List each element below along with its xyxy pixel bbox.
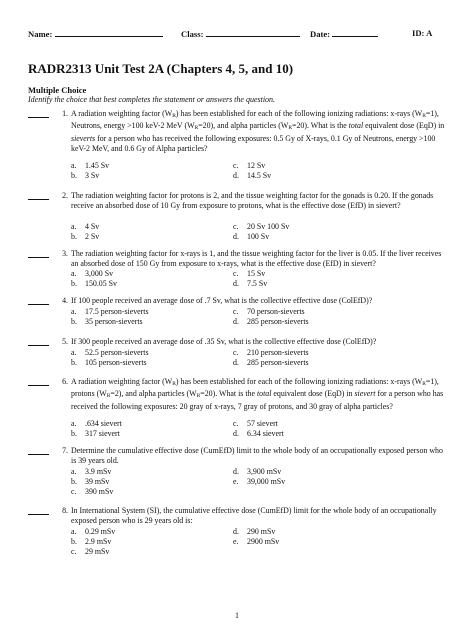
- question-stem: A radiation weighting factor $(W_R)$ has been established for each of the following ionizing radiations: x-rays $(W_R=1)$, protons $(W_R=2)$, and alpha particles $(W_R=20)$. What is the total equivalent dose (EqD) in sievert for a person who has received the following exposures: 20 gray of x-rays, 7 gray of protons, and 30 gray of alpha particles?: [71, 377, 444, 411]
- option-c[interactable]: c. 57 sievert: [233, 419, 278, 428]
- answer-blank-4[interactable]: [28, 304, 49, 305]
- option-b[interactable]: b. 150.05 Sv: [71, 279, 118, 288]
- option-a[interactable]: a. 1.45 Sv: [71, 161, 110, 170]
- option-e[interactable]: e. 39,000 mSv: [233, 477, 286, 486]
- option-d[interactable]: d. 3,900 mSv: [233, 467, 282, 476]
- option-a[interactable]: a. .634 sievert: [71, 419, 122, 428]
- option-b[interactable]: b. 2.9 mSv: [71, 537, 112, 546]
- test-title: RADR2313 Unit Test 2A (Chapters 4, 5, and 10): [28, 61, 294, 76]
- name-blank: [55, 28, 163, 37]
- question-stem: The radiation weighting factor for protons is 2, and the tissue weighting factor for the gonads is 0.20. If the gonads receive an absorbed dose of 10 Gy from exposure to protons, what is the effective dose (EfD) in sievert?: [71, 191, 434, 211]
- question-stem: Determine the cumulative effective dose (CumEfD) limit to the whole body of an occupationally exposed person who is 39 years old.: [71, 446, 443, 466]
- class-blank: [206, 28, 300, 37]
- question-number: 1.: [62, 109, 68, 118]
- option-a[interactable]: a. 0.29 mSv: [71, 527, 116, 536]
- id-label: ID:: [412, 28, 425, 38]
- question-6: [28, 377, 448, 441]
- question-number: 3.: [62, 249, 68, 258]
- option-d[interactable]: d. 290 mSv: [233, 527, 276, 536]
- option-c[interactable]: c. 390 mSv: [71, 487, 114, 496]
- id-value: A: [426, 28, 433, 38]
- question-number: 5.: [62, 337, 68, 346]
- question-5: [28, 337, 448, 373]
- section-instructions: Identify the choice that best completes the statement or answers the question.: [28, 95, 276, 104]
- option-c[interactable]: c. 15 Sv: [233, 269, 266, 278]
- question-number: 2.: [62, 191, 68, 200]
- date-label: Date:: [310, 29, 331, 39]
- question-stem: The radiation weighting factor for x-rays is 1, and the tissue weighting factor for the liver is 0.05. If the liver receives an absorbed dose of 150 Gy from exposure to x-rays, what is the effective dose (EfD) in sievert?: [71, 249, 442, 269]
- question-3: [28, 249, 448, 301]
- question-8: [28, 506, 448, 562]
- section-title: Multiple Choice: [28, 85, 87, 95]
- question-number: 8.: [62, 506, 68, 515]
- answer-blank-3[interactable]: [28, 257, 49, 258]
- option-e[interactable]: e. 2900 mSv: [233, 537, 280, 546]
- question-stem: A radiation weighting factor $(W_R)$ has been established for each of the following ionizing radiations: x-rays $(W_R=1)$, Neutrons, energy >100 keV-2 MeV $(W_R=20)$, and alpha particles $(W_R=20)$. What is the total equivalent dose (EqD) in sieverts for a person who has received the following exposures: 0.5 Gy of X-rays, 0.1 Gy of Neutrons, energy >100 keV-2 MeV, and 0.6 Gy of Alpha particles?: [71, 109, 445, 154]
- option-b[interactable]: b. 3 Sv: [71, 171, 100, 180]
- id-field: [412, 28, 432, 38]
- question-7: [28, 446, 448, 502]
- question-stem: If 100 people received an average dose of .7 Sv, what is the collective effective dose (ColEfD)?: [71, 296, 373, 305]
- option-d[interactable]: d. 7.5 Sv: [233, 279, 268, 288]
- option-b[interactable]: b. 105 person-sieverts: [71, 358, 147, 367]
- option-c[interactable]: c. 29 mSv: [71, 547, 110, 556]
- option-d[interactable]: d. 14.5 Sv: [233, 171, 272, 180]
- option-c[interactable]: c. 12 Sv: [233, 161, 266, 170]
- option-b[interactable]: b. 35 person-sieverts: [71, 317, 143, 326]
- option-a[interactable]: a. 3.9 mSv: [71, 467, 112, 476]
- option-a[interactable]: a. 3,000 Sv: [71, 269, 114, 278]
- option-b[interactable]: b. 39 mSv: [71, 477, 110, 486]
- answer-blank-2[interactable]: [28, 199, 49, 200]
- question-stem: If 300 people received an average dose of .35 Sv, what is the collective effective dose (ColEfD)?: [71, 337, 377, 346]
- page-number: 1: [235, 611, 239, 620]
- option-b[interactable]: b. 2 Sv: [71, 232, 100, 241]
- option-d[interactable]: d. 285 person-sieverts: [233, 317, 309, 326]
- answer-blank-5[interactable]: [28, 345, 49, 346]
- answer-blank-1[interactable]: [28, 117, 49, 118]
- option-b[interactable]: b. 317 sievert: [71, 429, 120, 438]
- class-label: Class:: [181, 29, 204, 39]
- name-label: Name:: [28, 29, 53, 39]
- option-a[interactable]: a. 17.5 person-sieverts: [71, 307, 149, 316]
- answer-blank-6[interactable]: [28, 385, 49, 386]
- answer-blank-7[interactable]: [28, 454, 49, 455]
- option-c[interactable]: c. 210 person-sieverts: [233, 348, 309, 357]
- option-c[interactable]: c. 70 person-sieverts: [233, 307, 305, 316]
- question-4: [28, 296, 448, 332]
- question-1: [28, 109, 448, 184]
- class-field: [181, 28, 300, 39]
- student-info-header: [28, 28, 446, 42]
- option-d[interactable]: d. 285 person-sieverts: [233, 358, 309, 367]
- option-c[interactable]: c. 20 Sv 100 Sv: [233, 222, 290, 231]
- option-d[interactable]: d. 100 Sv: [233, 232, 270, 241]
- option-a[interactable]: a. 52.5 person-sieverts: [71, 348, 149, 357]
- date-field: [310, 28, 378, 39]
- question-stem: In International System (SI), the cumulative effective dose (CumEfD) limit for the whole body of an occupationally exposed person who is 29 years old is:: [71, 506, 437, 526]
- date-blank: [332, 28, 378, 37]
- question-number: 4.: [62, 296, 68, 305]
- answer-blank-8[interactable]: [28, 514, 49, 515]
- question-number: 6.: [62, 377, 68, 386]
- option-d[interactable]: d. 6.34 sievert: [233, 429, 284, 438]
- option-a[interactable]: a. 4 Sv: [71, 222, 100, 231]
- name-field: [28, 28, 163, 39]
- question-2: [28, 191, 448, 243]
- question-number: 7.: [62, 446, 68, 455]
